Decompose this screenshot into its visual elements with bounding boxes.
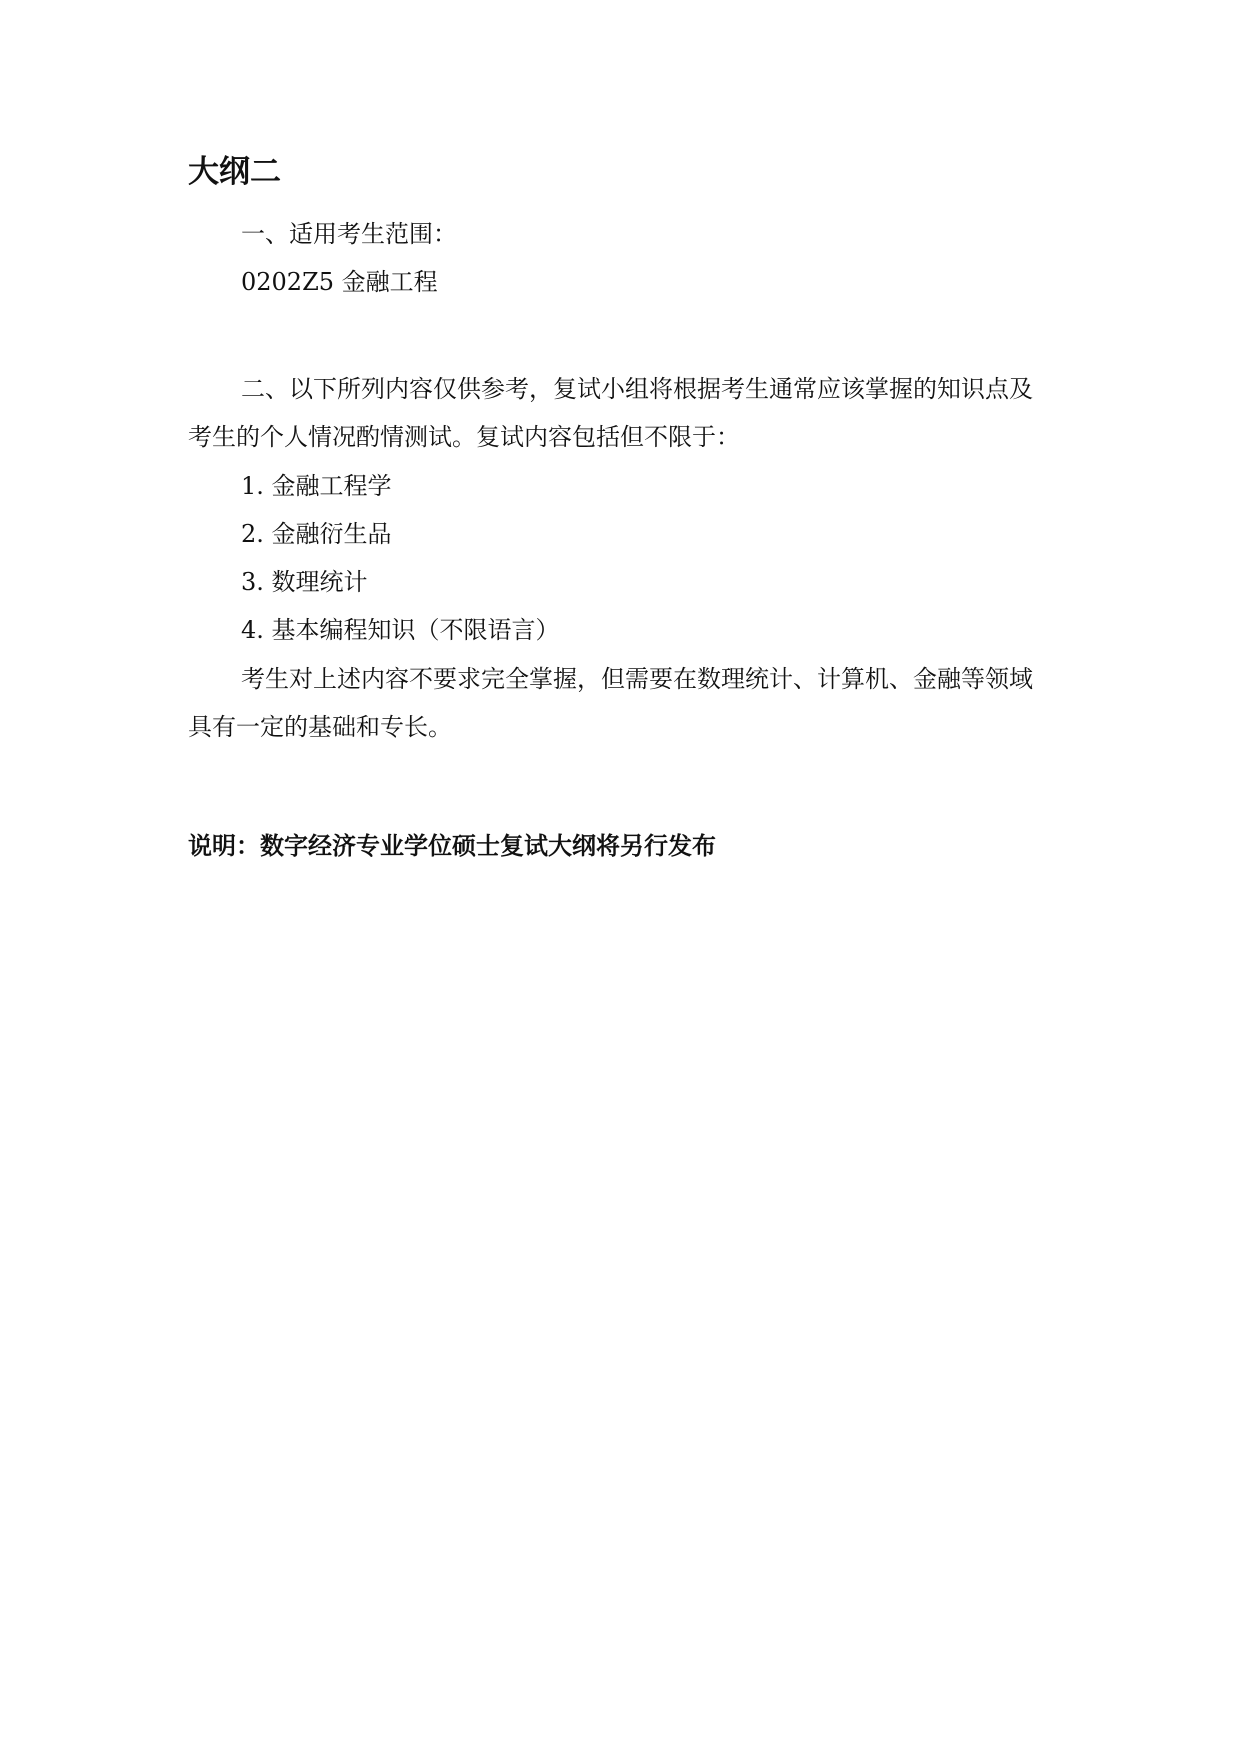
document-title: 大纲二 [188,154,281,190]
list-item: 4. 基本编程知识（不限语言） [241,616,560,644]
list-item: 2. 金融衍生品 [241,520,392,548]
closing-line1: 考生对上述内容不要求完全掌握，但需要在数理统计、计算机、金融等领域 [241,665,1033,693]
program-code-name: 0202Z5 金融工程 [241,268,438,296]
list-item: 1. 金融工程学 [241,472,392,500]
note-text: 说明：数字经济专业学位硕士复试大纲将另行发布 [188,832,716,860]
closing-line2: 具有一定的基础和专长。 [188,713,452,741]
list-item: 3. 数理统计 [241,568,368,596]
section2-intro-line2: 考生的个人情况酌情测试。复试内容包括但不限于： [188,423,740,451]
section2-intro-line1: 二、以下所列内容仅供参考，复试小组将根据考生通常应该掌握的知识点及 [241,375,1033,403]
section1-heading: 一、适用考生范围： [241,220,457,248]
